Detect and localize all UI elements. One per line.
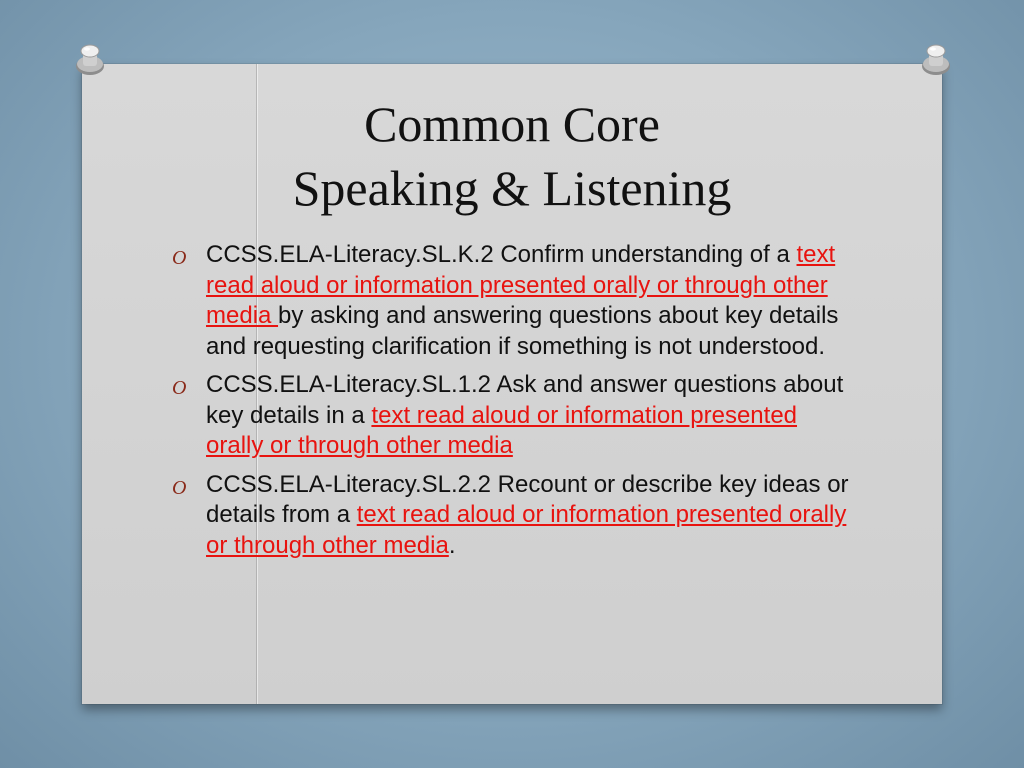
- title-line-2: Speaking & Listening: [292, 160, 732, 216]
- text-run: .: [448, 531, 456, 559]
- slide-title: [82, 92, 942, 220]
- pushpin-right-icon: [916, 42, 956, 82]
- standard-link[interactable]: text read aloud or information presented orally or through other media: [206, 501, 847, 559]
- bullet-marker-icon: O: [172, 377, 187, 399]
- pushpin-left-icon: [70, 42, 110, 82]
- text-run: by asking and answering questions about key details and requesting clarification if something is not understood.: [206, 302, 839, 360]
- bullet-item-sl-2-2: [168, 470, 858, 562]
- bullet-text: [206, 371, 843, 459]
- bullet-marker-icon: O: [172, 247, 187, 269]
- bullet-marker-icon: O: [172, 476, 187, 499]
- standard-link[interactable]: text read aloud or information presented orally or through other media: [206, 401, 798, 459]
- bullet-list: [168, 240, 858, 569]
- bullet-item-sl-k-2: [168, 240, 858, 362]
- title-line-1: Common Core: [364, 96, 660, 152]
- bullet-text: [206, 241, 838, 360]
- bullet-item-sl-1-2: [168, 370, 858, 462]
- standard-link[interactable]: text read aloud or information presented orally or through other media: [206, 241, 836, 329]
- text-run: CCSS.ELA-Literacy.SL.2.2 Recount or describe key ideas or details from a: [206, 470, 849, 528]
- text-run: CCSS.ELA-Literacy.SL.K.2 Confirm understanding of a: [206, 241, 797, 268]
- bullet-text: [206, 471, 849, 559]
- text-run: CCSS.ELA-Literacy.SL.1.2 Ask and answer questions about key details in a: [206, 371, 844, 429]
